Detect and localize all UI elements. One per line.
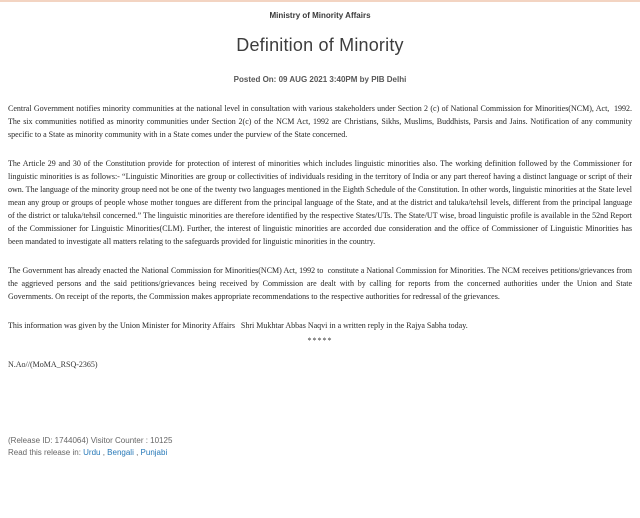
page-header <box>8 11 632 84</box>
release-body <box>8 102 636 371</box>
body-paragraph-2: The Article 29 and 30 of the Constitution provide for protection of interest of minorities which includes linguistic minorities also. The working definition followed by the Commissioner for linguistic minorities is as follows:- “Linguistic Minorities are group or collectivities of individuals residing in the territory of India or any part thereof having a distinct language or script of their own. The language of the minority group need not be one of the twenty two languages mentioned in the Eighth Schedule of the Constitution. In other words, linguistic minorities at the State level mean any group or groups of people whose mother tongues are different from the principal language of the State, and at the district and taluka/tehsil levels, different from the principal language of the district or taluka/tehsil concerned.” The linguistic minorities are therefore identified by the respective States/UTs. The State/UT wise, broad linguistic profile is available in the 52nd Report of the Commissioner for Linguistic Minorities(CLM). Further, the interest of linguistic minorities are accorded due consideration and the office of Commissioner of Linguistic Minorities has been mandated to investigate all matters relating to the safeguards provided for linguistic minorities in the country. <box>8 159 634 246</box>
language-separator: , <box>133 448 141 457</box>
read-release-line <box>8 447 632 459</box>
body-paragraph-1: Central Government notifies minority communities at the national level in consultation with various stakeholders under Section 2 (c) of National Commission for Minorities(NCM), Act, 1992. The six communities notified as minority communities under Section 2(c) of the NCM Act, 1992 are Christians, Sikhs, Muslims, Buddhists, Parsis and Jains. Notification of any community specific to a State as minority community with in a State comes under the purview of the State concerned. <box>8 104 636 139</box>
ministry-name: Ministry of Minority Affairs <box>269 11 371 20</box>
reference-code: N.Ao//(MoMA_RSQ-2365) <box>8 360 98 369</box>
release-id-and-counter: (Release ID: 1744064) Visitor Counter : 10125 <box>8 436 173 445</box>
body-paragraph-3: The Government has already enacted the National Commission for Minorities(NCM) Act, 1992 to constitute a National Commission for Minorities. The NCM receives petitions/grievances from the aggrieved persons and the said petitions/grievances being received by Commission are dealt with by calling for reports from the concerned authorities under the Union and State Governments. On receipt of the reports, the Commission makes appropriate recommendations to the respective authorities for redressal of the grievances. <box>8 266 634 301</box>
page-title: Definition of Minority <box>236 35 404 55</box>
language-separator: , <box>100 448 108 457</box>
language-link-punjabi[interactable]: Punjabi <box>140 448 168 457</box>
language-link-bengali[interactable]: Bengali <box>107 448 134 457</box>
page-footer <box>8 435 632 459</box>
minister-statement-line: This information was given by the Union Minister for Minority Affairs Shri Mukhtar Abbas Naqvi in a written reply in the Rajya Sabha today. <box>8 321 468 330</box>
read-release-label: Read this release in: <box>8 448 84 457</box>
language-link-urdu[interactable]: Urdu <box>83 448 101 457</box>
release-info-line <box>8 435 632 447</box>
posted-on-line: Posted On: 09 AUG 2021 3:40PM by PIB Delhi <box>233 75 407 84</box>
asterisk-separator: ***** <box>307 336 333 345</box>
